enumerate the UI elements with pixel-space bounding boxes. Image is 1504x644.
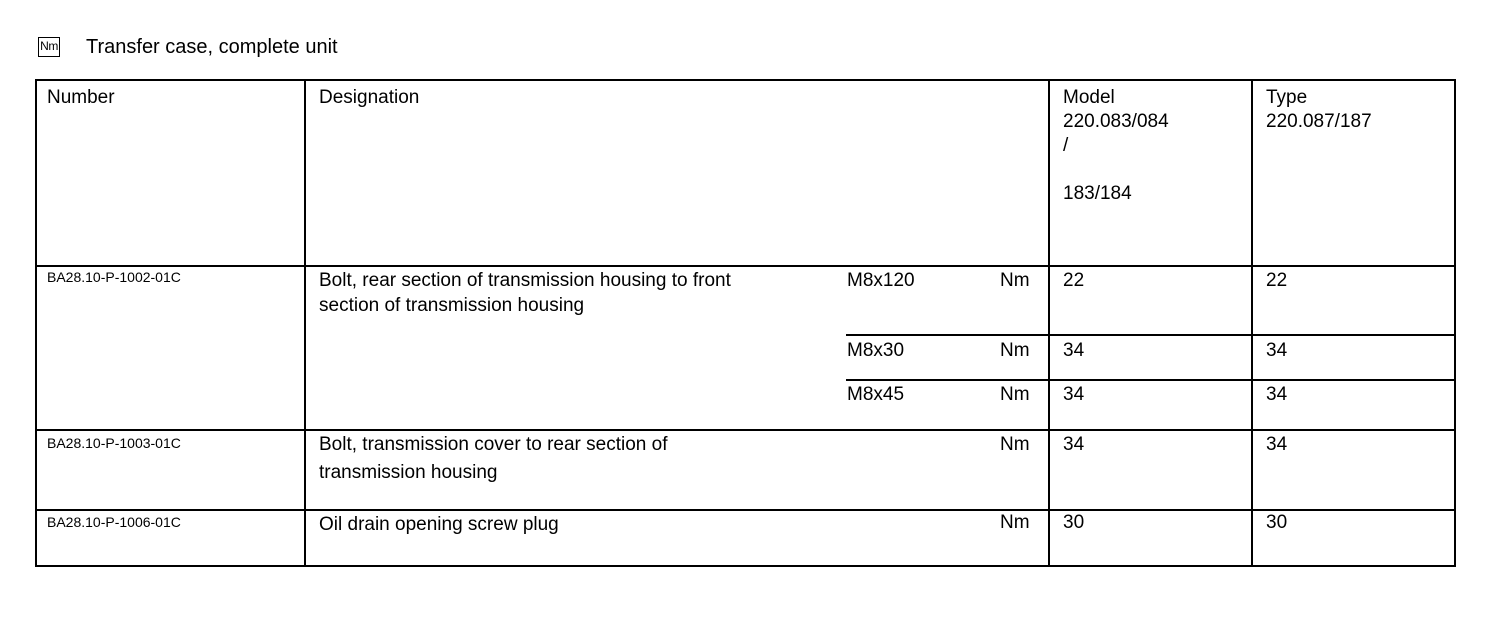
header-model-line3: / xyxy=(1063,135,1069,156)
row1b-type-value: 34 xyxy=(1266,340,1288,361)
row1c-size: M8x45 xyxy=(847,384,905,405)
torque-nm-icon: Nm xyxy=(38,37,60,57)
row1a-unit: Nm xyxy=(1000,270,1030,291)
row-separator-header xyxy=(35,265,1456,267)
row1b-model-value: 34 xyxy=(1063,340,1085,361)
row1-number: BA28.10-P-1002-01C xyxy=(47,269,181,285)
header-number: Number xyxy=(47,87,115,108)
row1c-model-value: 34 xyxy=(1063,384,1085,405)
page-header xyxy=(38,34,338,60)
row1b-size: M8x30 xyxy=(847,340,905,361)
header-type-line1: Type xyxy=(1266,87,1308,108)
row3-number: BA28.10-P-1006-01C xyxy=(47,514,181,530)
row2-model-value: 34 xyxy=(1063,434,1085,455)
row1a-model-value: 22 xyxy=(1063,270,1085,291)
page-title: Transfer case, complete unit xyxy=(86,35,338,58)
header-designation: Designation xyxy=(319,87,420,108)
row3-unit: Nm xyxy=(1000,512,1030,533)
col-separator-3 xyxy=(1251,79,1253,567)
header-model-line1: Model xyxy=(1063,87,1115,108)
row3-model-value: 30 xyxy=(1063,512,1085,533)
row2-designation-line2: transmission housing xyxy=(319,462,498,483)
col-separator-2 xyxy=(1048,79,1050,567)
table-border-bottom xyxy=(35,565,1456,567)
row2-designation-line1: Bolt, transmission cover to rear section of xyxy=(319,434,668,455)
row1a-size: M8x120 xyxy=(847,270,915,291)
row3-type-value: 30 xyxy=(1266,512,1288,533)
table-border-right xyxy=(1454,79,1456,567)
row-separator-sub2 xyxy=(846,379,1456,381)
row1-designation-line2: section of transmission housing xyxy=(319,295,585,316)
row1c-type-value: 34 xyxy=(1266,384,1288,405)
row-separator-2 xyxy=(35,429,1456,431)
table-border-left xyxy=(35,79,37,567)
header-model-line2: 220.083/084 xyxy=(1063,111,1169,132)
col-separator-1 xyxy=(304,79,306,567)
row2-number: BA28.10-P-1003-01C xyxy=(47,435,181,451)
row1c-unit: Nm xyxy=(1000,384,1030,405)
row-separator-sub1 xyxy=(846,334,1456,336)
header-model-line4: 183/184 xyxy=(1063,183,1132,204)
row1a-type-value: 22 xyxy=(1266,270,1288,291)
row2-unit: Nm xyxy=(1000,434,1030,455)
row1b-unit: Nm xyxy=(1000,340,1030,361)
row1-designation-line1: Bolt, rear section of transmission housing to front xyxy=(319,270,731,291)
row2-type-value: 34 xyxy=(1266,434,1288,455)
row-separator-3 xyxy=(35,509,1456,511)
table-border-top xyxy=(35,79,1456,81)
row3-designation-line1: Oil drain opening screw plug xyxy=(319,514,559,535)
header-type-line2: 220.087/187 xyxy=(1266,111,1372,132)
